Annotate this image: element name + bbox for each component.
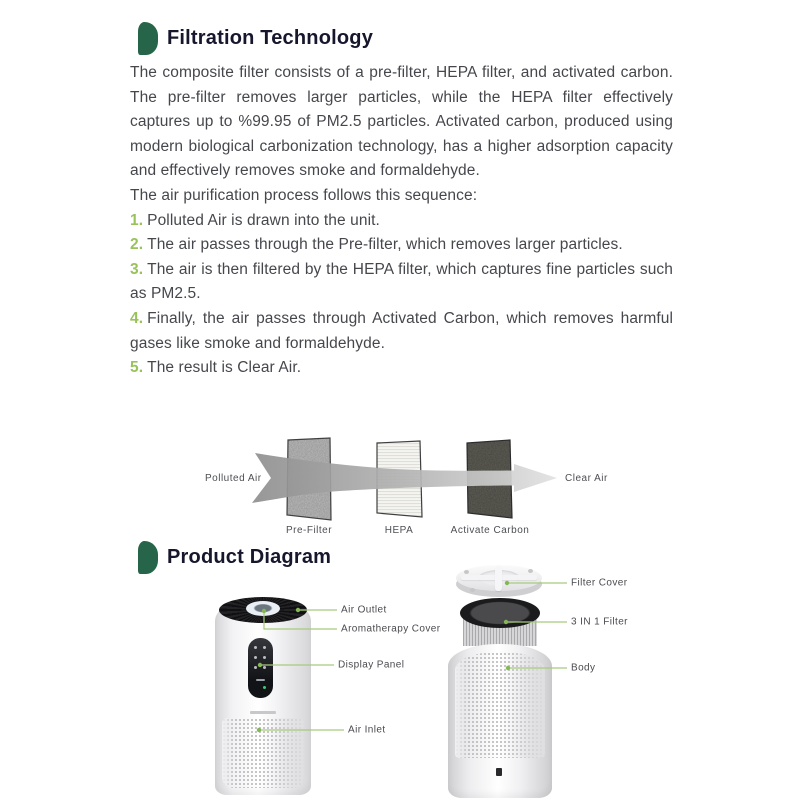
step-text: The result is Clear Air.: [147, 359, 302, 377]
step-number: 2.: [130, 236, 144, 254]
air-inlet-anchor-dot: [257, 728, 261, 732]
display-panel-label: Display Panel: [338, 659, 405, 671]
air-outlet-anchor-dot: [296, 608, 300, 612]
aromatherapy-cover-label: Aromatherapy Cover: [341, 623, 441, 635]
sequence-intro: The air purification process follows this sequence:: [130, 186, 478, 204]
step-number: 4.: [130, 309, 144, 327]
flow-input-label: Polluted Air: [205, 473, 262, 484]
flow-stage-activate-carbon-label: Activate Carbon: [450, 525, 530, 536]
process-step-3: [130, 258, 673, 307]
body-anchor-dot: [506, 666, 510, 670]
filtration-section-header: [138, 22, 373, 55]
step-text: Finally, the air passes through Activated Carbon, which removes harmful gases like smoke and formaldehyde.: [130, 309, 673, 352]
three-in-one-filter-label: 3 IN 1 Filter: [571, 616, 628, 628]
three-in-one-filter-anchor-dot: [504, 620, 508, 624]
air-outlet-label: Air Outlet: [341, 604, 387, 616]
body-label: Body: [571, 662, 596, 674]
process-step-5: [130, 356, 673, 381]
step-number: 3.: [130, 260, 144, 278]
filtration-flow-diagram: [140, 428, 620, 543]
filter-cover-label: Filter Cover: [571, 577, 628, 589]
step-text: Polluted Air is drawn into the unit.: [147, 211, 380, 229]
flow-stage-hepa-label: HEPA: [384, 525, 414, 536]
step-text: The air passes through the Pre-filter, which removes larger particles.: [147, 236, 623, 254]
filter-cover-anchor-dot: [505, 581, 509, 585]
leaf-bullet-icon: [138, 22, 158, 55]
flow-output-label: Clear Air: [565, 473, 608, 484]
aromatherapy-cover-leader-line: [264, 611, 337, 629]
process-step-4: [130, 307, 673, 356]
filtration-section-title: Filtration Technology: [167, 27, 374, 49]
step-number: 5.: [130, 359, 144, 377]
product-section-title: Product Diagram: [167, 546, 332, 568]
aromatherapy-cover-anchor-dot: [262, 609, 266, 613]
display-panel-anchor-dot: [258, 663, 262, 667]
flow-stage-pre-filter-label: Pre-Filter: [285, 525, 333, 536]
step-number: 1.: [130, 211, 144, 229]
air-inlet-label: Air Inlet: [348, 724, 386, 736]
process-step-1: [130, 209, 673, 234]
filtration-paragraph: The composite filter consists of a pre-filter, HEPA filter, and activated carbon. The pre-filter removes larger particles, while the HEPA filter effectively captures up to %99.95 of PM2.5 particles. Activated carbon, produced using modern biological carbonization technology, has a higher adsorption capacity and effectively removes smoke and formaldehyde.: [130, 64, 673, 180]
step-text: The air is then filtered by the HEPA filter, which captures fine particles such as PM2.5.: [130, 260, 673, 303]
filtration-text-column: [130, 61, 673, 381]
process-step-2: [130, 233, 673, 258]
